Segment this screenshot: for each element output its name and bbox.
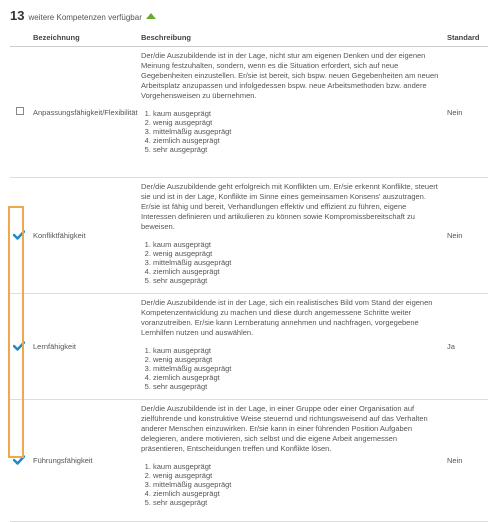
table-row xyxy=(10,47,488,178)
level-item: 3. mittelmäßig ausgeprägt xyxy=(153,258,441,267)
level-list xyxy=(141,240,441,285)
level-list xyxy=(141,109,441,154)
row-standard: Nein xyxy=(444,400,488,522)
row-standard: Nein xyxy=(444,178,488,294)
level-list xyxy=(141,346,441,391)
row-description xyxy=(138,47,444,178)
level-item: 3. mittelmäßig ausgeprägt xyxy=(153,127,441,136)
row-description-text: Der/die Auszubildende geht erfolgreich mit Konflikten um. Er/sie erkennt Konflikte, steuert sie und ist in der Lage, Konflikte im Sinne eines gemeinsamen Konsens' auszutragen. Er/sie ist fähig und bereit, Verhandlungen effektiv und effizient zu führen, eigene Interessen definieren und artikulieren zu können sowie Kompromissbereitschaft zu beweisen. xyxy=(141,182,438,231)
level-item: 5. sehr ausgeprägt xyxy=(153,498,441,507)
level-item: 5. sehr ausgeprägt xyxy=(153,145,441,154)
row-checkbox[interactable] xyxy=(16,107,24,115)
available-text: weitere Kompetenzen verfügbar xyxy=(28,13,142,22)
table-row xyxy=(10,294,488,400)
col-checkbox xyxy=(10,28,30,47)
row-description-text: Der/die Auszubildende ist in der Lage, in einer Gruppe oder einer Organisation auf zielführende und konstruktive Weise steuernd und richtungsweisend auf das Verhalten anderer Menschen einzuwirken. Er/sie kann in einer führenden Position Aufgaben delegieren, andere motivieren, sich selbst und die eigene Arbeit angemessen präsentieren, Entscheidungen treffen und Konflikte lösen. xyxy=(141,404,428,453)
row-description-text: Der/die Auszubildende ist in der Lage, nicht stur am eigenen Denken und der eigenen Meinung festzuhalten, sondern, wenn es die Situation erfordert, sich auf neue Gegebenheiten einzustellen. Er/sie ist bereit, sich bspw. neuen Gegebenheiten am neuen Arbeitsplatz anzupassen und infolgedessen bspw. neue Arbeitsmethoden bzw. andere Vorgehensweisen zu übernehmen. xyxy=(141,51,439,100)
level-item: 4. ziemlich ausgeprägt xyxy=(153,489,441,498)
row-name: Anpassungsfähigkeit/Flexibilität xyxy=(30,47,138,178)
row-description xyxy=(138,400,444,522)
level-item: 1. kaum ausgeprägt xyxy=(153,109,441,118)
level-item: 1. kaum ausgeprägt xyxy=(153,240,441,249)
row-description xyxy=(138,178,444,294)
table-row xyxy=(10,400,488,522)
row-standard: Nein xyxy=(444,47,488,178)
level-item: 3. mittelmäßig ausgeprägt xyxy=(153,364,441,373)
row-name: Konfliktfähigkeit xyxy=(30,178,138,294)
row-name: Lernfähigkeit xyxy=(30,294,138,400)
level-item: 3. mittelmäßig ausgeprägt xyxy=(153,480,441,489)
level-item: 5. sehr ausgeprägt xyxy=(153,276,441,285)
row-checkbox-cell xyxy=(10,47,30,178)
level-list xyxy=(141,462,441,507)
level-item: 4. ziemlich ausgeprägt xyxy=(153,267,441,276)
row-standard: Ja xyxy=(444,294,488,400)
level-item: 1. kaum ausgeprägt xyxy=(153,462,441,471)
available-count: 13 xyxy=(10,8,25,23)
table-row xyxy=(10,178,488,294)
competence-table xyxy=(10,28,488,522)
arrow-up-icon[interactable] xyxy=(146,13,156,19)
level-item: 1. kaum ausgeprägt xyxy=(153,346,441,355)
col-standard[interactable]: Standard xyxy=(444,28,488,47)
row-description xyxy=(138,294,444,400)
level-item: 4. ziemlich ausgeprägt xyxy=(153,373,441,382)
col-description[interactable]: Beschreibung xyxy=(138,28,444,47)
available-header xyxy=(10,8,156,24)
level-item: 5. sehr ausgeprägt xyxy=(153,382,441,391)
level-item: 2. wenig ausgeprägt xyxy=(153,118,441,127)
level-item: 2. wenig ausgeprägt xyxy=(153,249,441,258)
row-description-text: Der/die Auszubildende ist in der Lage, sich ein realistisches Bild vom Stand der eigenen Kompetenzentwicklung zu machen und diese durch angemessene Schritte weiter voranzutreiben. Er/sie kann Lernberatung annehmen und nachfragen, vorgegebene Lernhilfen nutzen und auswählen. xyxy=(141,298,433,337)
level-item: 2. wenig ausgeprägt xyxy=(153,355,441,364)
row-name: Führungsfähigkeit xyxy=(30,400,138,522)
col-name[interactable]: Bezeichnung xyxy=(30,28,138,47)
checkbox-highlight xyxy=(8,206,24,458)
table-header-row xyxy=(10,28,488,47)
level-item: 4. ziemlich ausgeprägt xyxy=(153,136,441,145)
level-item: 2. wenig ausgeprägt xyxy=(153,471,441,480)
